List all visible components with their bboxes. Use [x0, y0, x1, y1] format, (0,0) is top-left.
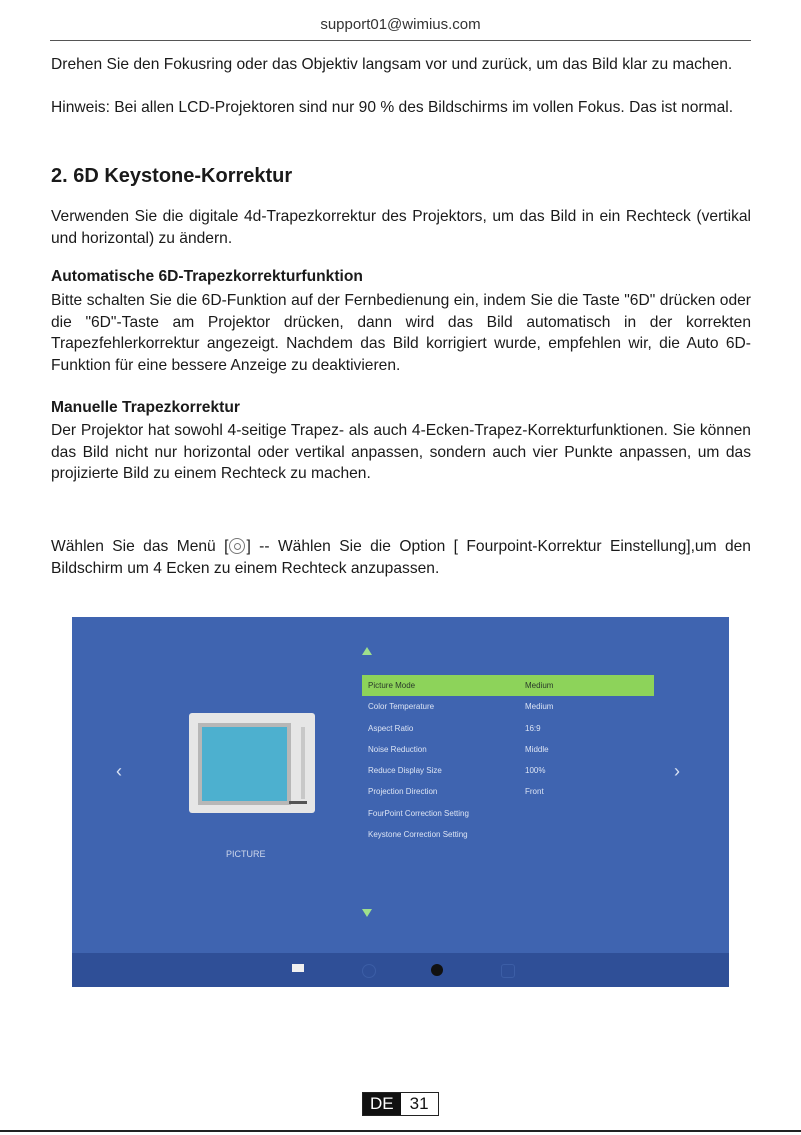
page-number: 31: [409, 1094, 429, 1113]
menu-item-aspect-ratio[interactable]: [362, 718, 654, 739]
manual-keystone-paragraph: Der Projektor hat sowohl 4-seitige Trapez- als auch 4-Ecken-Trapez-Korrekturfunktionen. Sie können das Bild nicht nur horizontal oder vertikal anpassen, sondern auch vier Punkte anpassen, um das projizierte Bild zu einem Rechteck zu machen.: [51, 422, 751, 482]
support-email: support01@wimius.com: [320, 16, 481, 33]
menu-item-label: Color Temperature: [368, 702, 435, 712]
tv-buttons: [289, 801, 307, 804]
menu-item-value: Medium: [525, 702, 554, 712]
menu-item-label: FourPoint Correction Setting: [368, 808, 469, 818]
language-badge: DE: [363, 1093, 401, 1115]
monitor-icon[interactable]: [292, 964, 304, 972]
osd-bottom-bar: [72, 953, 729, 987]
menu-item-value: 100%: [525, 766, 546, 776]
keystone-intro: Verwenden Sie die digitale 4d-Trapezkorrektur des Projektors, um das Bild in ein Rechteck (vertikal und horizontal) zu ändern.: [51, 208, 751, 247]
osd-menu-list: [362, 675, 654, 845]
page-footer: [362, 1092, 439, 1116]
manual-keystone-heading: Manuelle Trapezkorrektur: [51, 399, 240, 416]
menu-item-projection-direction[interactable]: [362, 781, 654, 802]
menu-item-label: Picture Mode: [368, 681, 416, 690]
menu-item-keystone-correction[interactable]: [362, 824, 654, 845]
menu-item-value: Middle: [525, 744, 549, 754]
up-arrow-icon: [362, 647, 372, 655]
menu-item-reduce-display-size[interactable]: [362, 760, 654, 781]
auto-keystone-paragraph: Bitte schalten Sie die 6D-Funktion auf der Fernbedienung ein, indem Sie die Taste "6D" drücken oder die "6D"-Taste am Projektor drücken, dann wird das Bild automatisch in der korrekten Trapezfehlerkorrektur angezeigt. Nachdem das Bild korrigiert wurde, empfehlen wir, die Auto 6D-Funktion für eine bessere Anzeige zu deaktivieren.: [51, 292, 751, 374]
menu-item-label: Projection Direction: [368, 787, 438, 797]
menu-instruction: [51, 535, 751, 579]
menu-instruction-end: ] -- Wählen Sie die Option [ Fourpoint-Korrektur Einstellung],um den Bildschirm um 4 Ecken zu einem Rechteck anzupassen.: [51, 538, 751, 577]
menu-item-label: Reduce Display Size: [368, 766, 442, 776]
menu-item-label: Keystone Correction Setting: [368, 830, 468, 840]
menu-item-value: 16:9: [525, 723, 541, 733]
menu-item-value: Medium: [525, 681, 554, 690]
note-paragraph: Hinweis: Bei allen LCD-Projektoren sind nur 90 % des Bildschirms im vollen Fokus. Das ist normal.: [51, 99, 734, 116]
gear-icon: [229, 538, 245, 554]
focus-paragraph: Drehen Sie den Fokusring oder das Objektiv langsam vor und zurück, um das Bild klar zu machen.: [51, 56, 733, 73]
menu-item-noise-reduction[interactable]: [362, 739, 654, 760]
circle-icon[interactable]: [362, 964, 376, 978]
dot-icon[interactable]: [431, 964, 443, 976]
right-arrow-icon: ›: [674, 761, 680, 781]
menu-instruction-start: Wählen Sie das Menü [: [51, 538, 229, 555]
menu-item-color-temperature[interactable]: [362, 696, 654, 717]
menu-item-label: Aspect Ratio: [368, 723, 414, 733]
tv-screen: [198, 723, 291, 805]
projector-menu-screenshot: [72, 617, 729, 987]
tv-illustration: [189, 713, 315, 813]
picture-caption: PICTURE: [226, 849, 266, 859]
left-arrow-icon: ‹: [116, 761, 122, 781]
page-header: [50, 16, 751, 41]
bottom-divider: [0, 1130, 801, 1132]
auto-keystone-heading: Automatische 6D-Trapezkorrekturfunktion: [51, 268, 363, 285]
down-arrow-icon: [362, 909, 372, 917]
menu-item-value: Front: [525, 787, 544, 797]
menu-item-fourpoint-correction[interactable]: [362, 803, 654, 824]
menu-item-picture-mode[interactable]: [362, 675, 654, 696]
lock-icon[interactable]: [501, 964, 515, 978]
section-title: 2. 6D Keystone-Korrektur: [51, 165, 293, 187]
tv-side-panel: [301, 727, 305, 799]
menu-item-label: Noise Reduction: [368, 744, 427, 754]
